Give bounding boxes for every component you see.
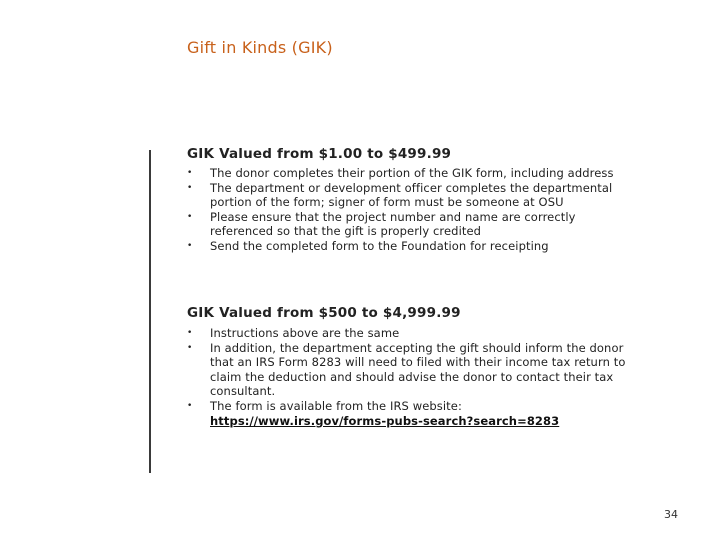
bullet-list-low-value bbox=[187, 166, 627, 254]
vertical-rule bbox=[149, 150, 151, 473]
irs-form-link[interactable]: https://www.irs.gov/forms-pubs-search?search=8283 bbox=[210, 413, 560, 428]
bullet-icon: • bbox=[187, 182, 193, 193]
list-item bbox=[187, 181, 627, 210]
list-item bbox=[187, 341, 627, 399]
list-item bbox=[187, 166, 627, 181]
bullet-icon: • bbox=[187, 400, 193, 411]
list-item-text: Please ensure that the project number and name are correctly referenced so that the gift is properly credited bbox=[210, 209, 576, 239]
list-item-text: Instructions above are the same bbox=[210, 326, 400, 340]
bullet-icon: • bbox=[187, 240, 193, 251]
bullet-icon: • bbox=[187, 168, 193, 178]
list-item bbox=[187, 210, 627, 239]
list-item-text: Send the completed form to the Foundation for receipting bbox=[210, 238, 549, 253]
section-heading-low-value: GIK Valued from $1.00 to $499.99 bbox=[187, 146, 452, 162]
bullet-list-mid-value bbox=[187, 326, 627, 428]
list-item bbox=[187, 399, 627, 428]
list-item bbox=[187, 239, 627, 254]
list-item-text: The form is available from the IRS website: bbox=[210, 398, 462, 413]
bullet-icon: • bbox=[187, 211, 193, 222]
page-number: 34 bbox=[664, 508, 678, 521]
list-item-text: In addition, the department accepting the gift should inform the donor that an IRS Form 8283 will need to filed with their income tax return to claim the deduction and should advise the donor to contact their tax consultant. bbox=[210, 340, 626, 399]
section-heading-mid-value: GIK Valued from $500 to $4,999.99 bbox=[187, 305, 461, 321]
list-item-text: The donor completes their portion of the GIK form, including address bbox=[210, 166, 614, 180]
list-item bbox=[187, 326, 627, 341]
slide-title: Gift in Kinds (GIK) bbox=[187, 38, 333, 57]
bullet-icon: • bbox=[187, 328, 193, 338]
bullet-icon: • bbox=[187, 342, 193, 353]
list-item-text: The department or development officer completes the departmental portion of the form; signer of form must be someone at OSU bbox=[210, 180, 613, 210]
